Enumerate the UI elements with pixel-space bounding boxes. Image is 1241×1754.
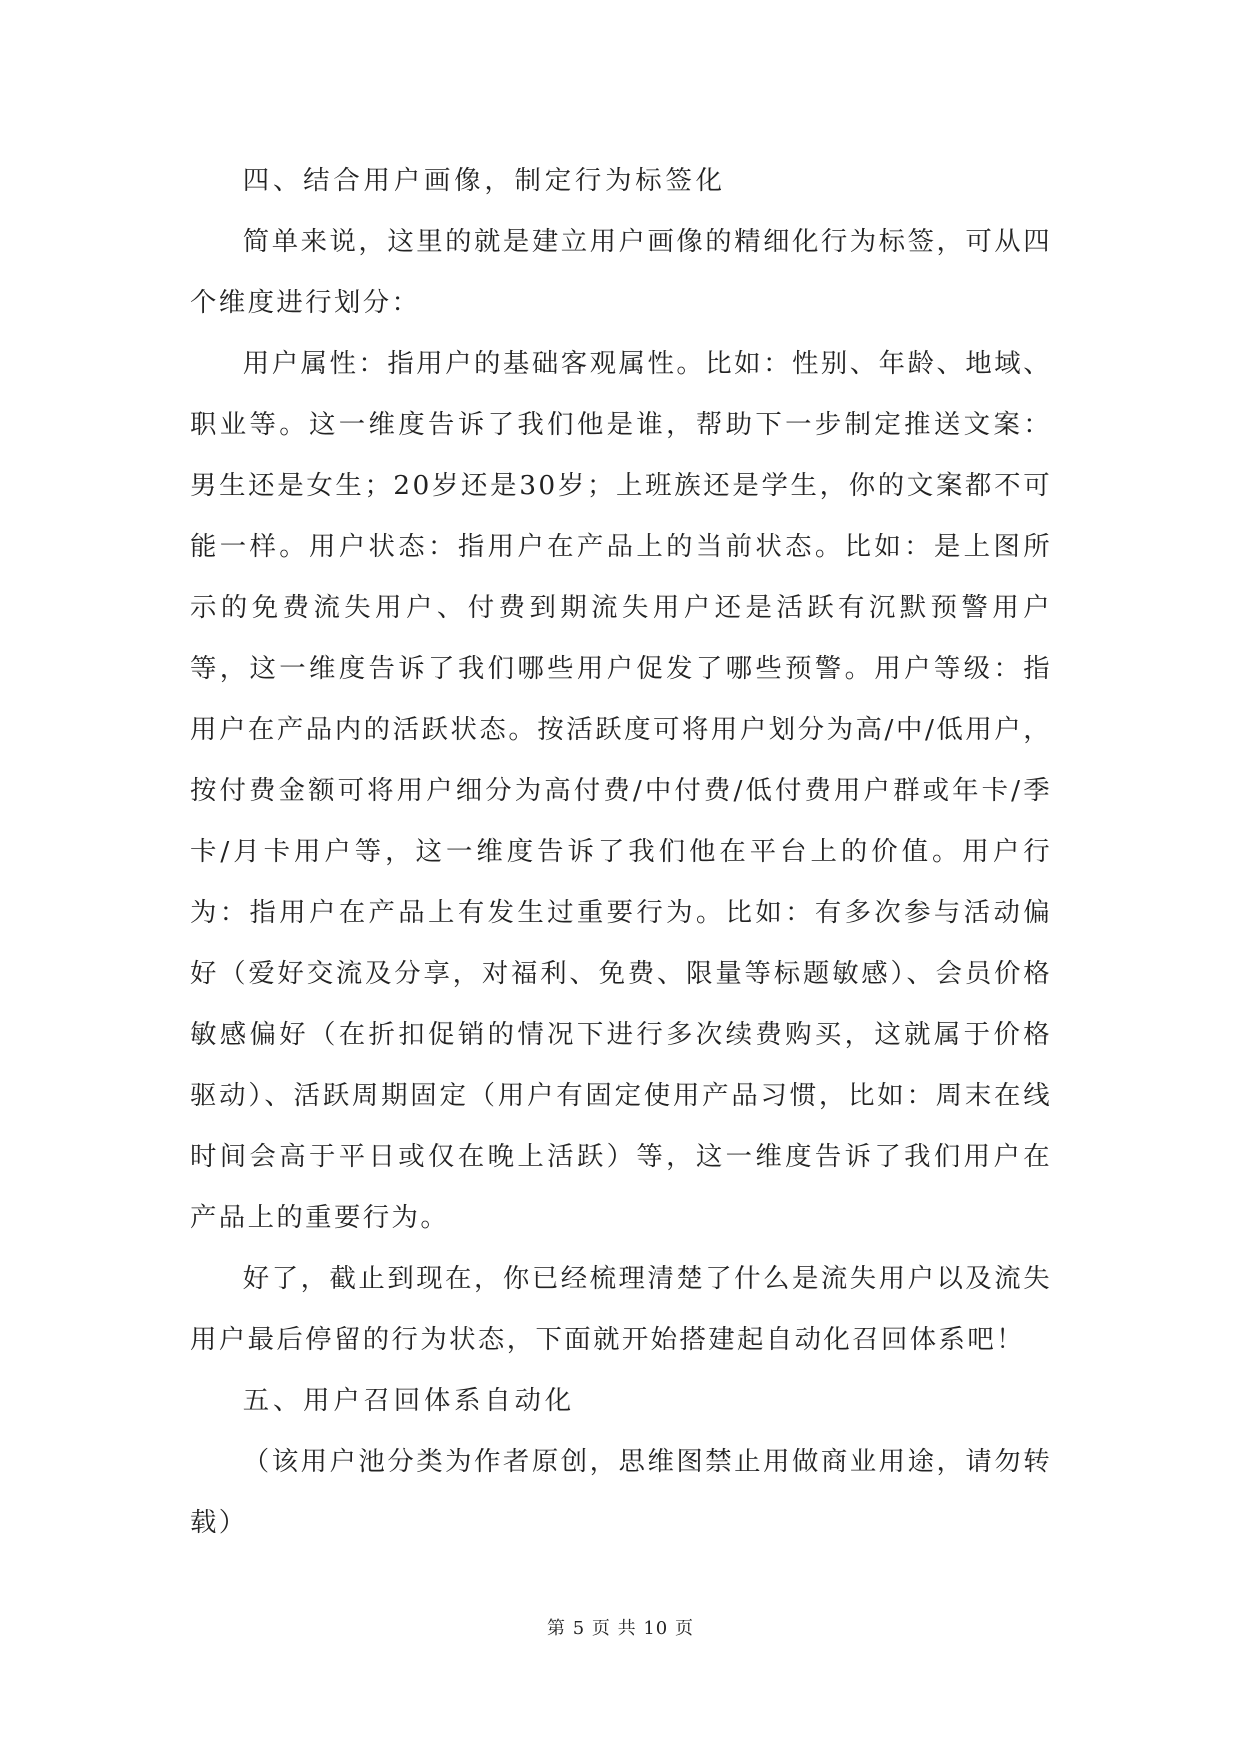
dimensions-paragraph: 用户属性：指用户的基础客观属性。比如：性别、年龄、地域、职业等。这一维度告诉了我们他是谁，帮助下一步制定推送文案：男生还是女生；20岁还是30岁；上班族还是学生，你的文案都不可能一样。用户状态：指用户在产品上的当前状态。比如：是上图所示的免费流失用户、付费到期流失用户还是活跃有沉默预警用户等，这一维度告诉了我们哪些用户促发了哪些预警。用户等级：指用户在产品内的活跃状态。按活跃度可将用户划分为高/中/低用户，按付费金额可将用户细分为高付费/中付费/低付费用户群或年卡/季卡/月卡用户等，这一维度告诉了我们他在平台上的价值。用户行为：指用户在产品上有发生过重要行为。比如：有多次参与活动偏好（爱好交流及分享，对福利、免费、限量等标题敏感）、会员价格敏感偏好（在折扣促销的情况下进行多次续费购买，这就属于价格驱动）、活跃周期固定（用户有固定使用产品习惯，比如：周末在线时间会高于平日或仅在晚上活跃）等，这一维度告诉了我们用户在产品上的重要行为。	[190, 348, 1052, 1233]
transition-paragraph: 好了，截止到现在，你已经梳理清楚了什么是流失用户以及流失用户最后停留的行为状态，下面就开始搭建起自动化召回体系吧！	[190, 1263, 1052, 1355]
section-heading-4: 四、结合用户画像，制定行为标签化	[242, 165, 726, 196]
document-body	[190, 150, 1052, 1553]
page-number-footer: 第 5 页 共 10 页	[547, 1618, 694, 1639]
intro-paragraph: 简单来说，这里的就是建立用户画像的精细化行为标签，可从四个维度进行划分：	[190, 226, 1052, 318]
copyright-note: （该用户池分类为作者原创，思维图禁止用做商业用途，请勿转载）	[190, 1446, 1052, 1538]
section-heading-5: 五、用户召回体系自动化	[242, 1385, 575, 1416]
